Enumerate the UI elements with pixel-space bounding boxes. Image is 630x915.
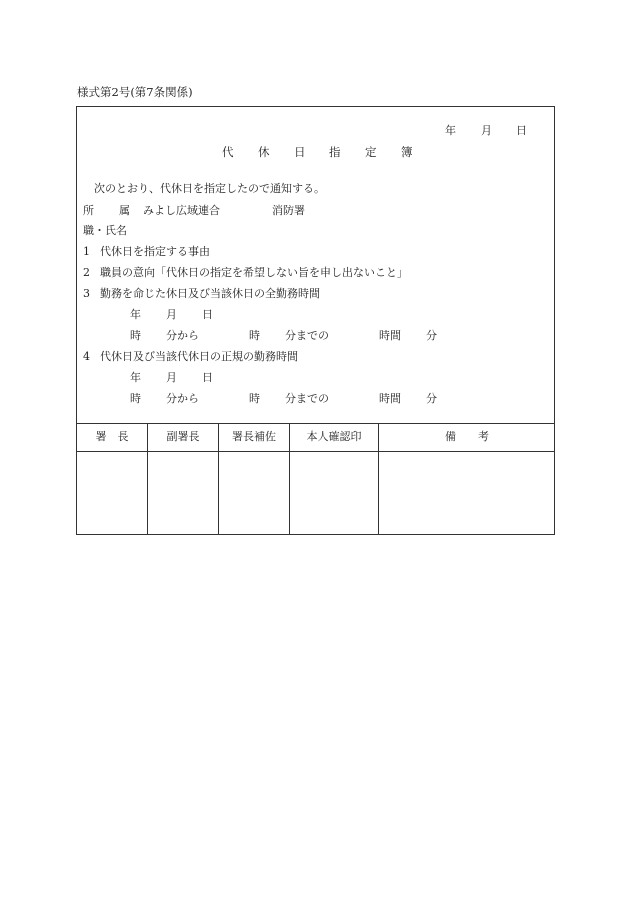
title-char-1: 代: [222, 145, 234, 159]
name-label: 職・氏名: [83, 224, 127, 237]
item-4-year-label: 年: [130, 371, 141, 384]
header-deputy-chief: 副署長: [166, 430, 200, 443]
date-day-label: 日: [516, 124, 527, 137]
item-4-min-until-label: 分までの: [285, 392, 329, 405]
item-3-day-label: 日: [202, 308, 213, 321]
date-month-label: 月: [481, 124, 492, 137]
item-4-day-label: 日: [202, 371, 213, 384]
stamp-cell-chief[interactable]: [77, 452, 147, 535]
item-3-number: 3: [83, 287, 90, 300]
stamp-cell-deputy-chief[interactable]: [148, 452, 218, 535]
item-4-text: 代休日及び当該代休日の正規の勤務時間: [100, 350, 298, 363]
date-year-label: 年: [445, 124, 456, 137]
title-char-5: 定: [365, 145, 377, 159]
item-3-hour-label: 時: [130, 329, 141, 342]
item-4-number: 4: [83, 350, 90, 363]
affiliation-org: みよし広域連合: [143, 204, 220, 217]
form-reference: 様式第2号(第7条関係): [77, 85, 193, 99]
item-3-minutes-label: 分: [426, 329, 437, 342]
remarks-cell[interactable]: [379, 452, 555, 535]
item-1-number: 1: [83, 245, 90, 258]
stamp-cell-personal-seal[interactable]: [290, 452, 378, 535]
item-3-month-label: 月: [166, 308, 177, 321]
item-3-min-until-label: 分までの: [285, 329, 329, 342]
item-3-year-label: 年: [130, 308, 141, 321]
item-4-hour2-label: 時: [249, 392, 260, 405]
item-2-number: 2: [83, 266, 90, 279]
item-2-text: 職員の意向「代休日の指定を希望しない旨を申し出ないこと」: [100, 266, 408, 279]
header-assistant-chief: 署長補佐: [232, 430, 276, 443]
item-4-hours-label: 時間: [379, 392, 401, 405]
item-3-min-from-label: 分から: [166, 329, 199, 342]
item-3-hours-label: 時間: [379, 329, 401, 342]
item-3-text: 勤務を命じた休日及び当該休日の全勤務時間: [100, 287, 320, 300]
title-char-4: 指: [329, 145, 341, 159]
title-char-2: 休: [258, 145, 270, 159]
header-personal-seal: 本人確認印: [306, 430, 362, 443]
item-4-min-from-label: 分から: [166, 392, 199, 405]
affiliation-label-sho: 所: [83, 204, 94, 217]
header-chief: 署 長: [95, 430, 129, 443]
intro-text: 次のとおり、代休日を指定したので通知する。: [94, 182, 325, 195]
affiliation-label-zoku: 属: [119, 204, 130, 217]
title-char-6: 簿: [401, 145, 413, 159]
item-4-minutes-label: 分: [426, 392, 437, 405]
header-remarks: 備 考: [445, 430, 489, 443]
item-4-month-label: 月: [166, 371, 177, 384]
item-4-hour-label: 時: [130, 392, 141, 405]
title-char-3: 日: [294, 145, 306, 159]
item-3-hour2-label: 時: [249, 329, 260, 342]
affiliation-station: 消防署: [272, 204, 305, 217]
item-1-text: 代休日を指定する事由: [100, 245, 210, 258]
stamp-cell-assistant-chief[interactable]: [219, 452, 289, 535]
